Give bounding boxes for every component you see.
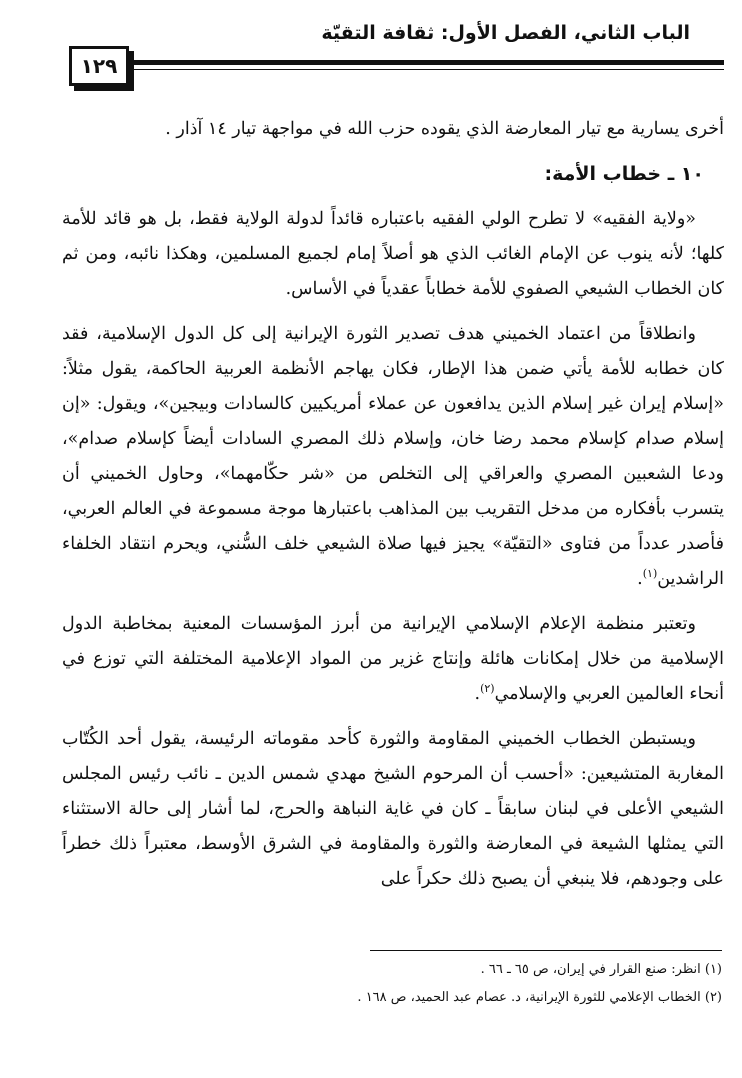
paragraph-2	[62, 317, 724, 597]
running-title: الباب الثاني، الفصل الأول: ثقافة التقيّة	[321, 22, 690, 44]
paragraph-3	[62, 607, 724, 712]
paragraph-3-text: وتعتبر منظمة الإعلام الإسلامي الإيرانية من أبرز المؤسسات المعنية بمخاطبة الدول الإسلامية من خلال إمكانات هائلة وإنتاج غزير من المواد الإعلامية المختلفة التي توزع في أنحاء العالمين العربي والإسلامي	[62, 614, 724, 704]
paragraph-2-end: .	[637, 569, 643, 589]
paragraph-3-end: .	[474, 684, 481, 704]
footnote-divider	[370, 950, 722, 951]
section-heading: ١٠ ـ خطاب الأمة:	[544, 163, 704, 185]
footnote-ref-1[interactable]: (١)	[642, 567, 658, 581]
footnotes	[300, 956, 722, 1012]
footnote-ref-2[interactable]: (٢)	[480, 682, 495, 696]
paragraph-2-text: وانطلاقاً من اعتماد الخميني هدف تصدير الثورة الإيرانية إلى كل الدول الإسلامية، فقد كان خطابه للأمة يأتي ضمن هذا الإطار، فكان يهاجم الأنظمة العربية الحاكمة، يقول مثلاً: «إسلام إيران غير إسلام الذين يدافعون عن عملاء أمريكيين كالسادات وبيجين»، ويقول: «إن إسلام صدام كإسلام محمد رضا خان، وإسلام ذلك المصري السادات أيضاً كإسلام صدام»، ودعا الشعبين المصري والعراقي إلى التخلص من «شر حكّامهما»، وحاول الخميني أن يتسرب بأفكاره من مدخل التقريب بين المذاهب باعتبارها موجة مسموعة في العالم العربي، فأصدر عدداً من فتاوى «التقيّة» يجيز فيها صلاة الشيعي خلف السُّني، ويحرم انتقاد الخلفاء الراشدين	[62, 324, 724, 589]
page-number: ١٢٩	[80, 54, 118, 78]
page-body	[62, 112, 724, 907]
paragraph-continuation: أخرى يسارية مع تيار المعارضة الذي يقوده حزب الله في مواجهة تيار ١٤ آذار .	[165, 119, 724, 139]
paragraph-1: «ولاية الفقيه» لا تطرح الولي الفقيه باعتباره قائداً لدولة الولاية فقط، بل هو قائد للأمة كلها؛ لأنه ينوب عن الإمام الغائب الذي هو أصلاً إمام لجميع المسلمين، وهكذا نائبه، ومن ثم كان الخطاب الشيعي الصفوي للأمة خطاباً عقدياً في الأساس.	[62, 209, 724, 299]
paragraph-4: ويستبطن الخطاب الخميني المقاومة والثورة كأحد مقوماته الرئيسة، يقول أحد الكُتّاب المغاربة المتشيعين: «أحسب أن المرحوم الشيخ مهدي شمس الدين ـ نائب رئيس المجلس الشيعي الأعلى في لبنان سابقاً ـ كان في غاية النباهة والحرج، لما أشار إلى حالة الاستثناء التي يمثلها الشيعة في المعارضة والثورة والمقاومة في الشرق الأوسط، معتبراً ذلك خطراً على وجودهم، فلا ينبغي أن يصبح ذلك حكراً على	[62, 729, 724, 889]
header-rule-thick	[128, 60, 724, 65]
footnote-2: (٢) الخطاب الإعلامي للثورة الإيرانية، د. عصام عبد الحميد، ص ١٦٨ .	[357, 990, 722, 1005]
footnote-1: (١) انظر: صنع القرار في إيران، ص ٦٥ ـ ٦٦ .	[480, 962, 722, 977]
header-rule-thin	[128, 69, 724, 70]
page-number-box	[69, 46, 129, 86]
